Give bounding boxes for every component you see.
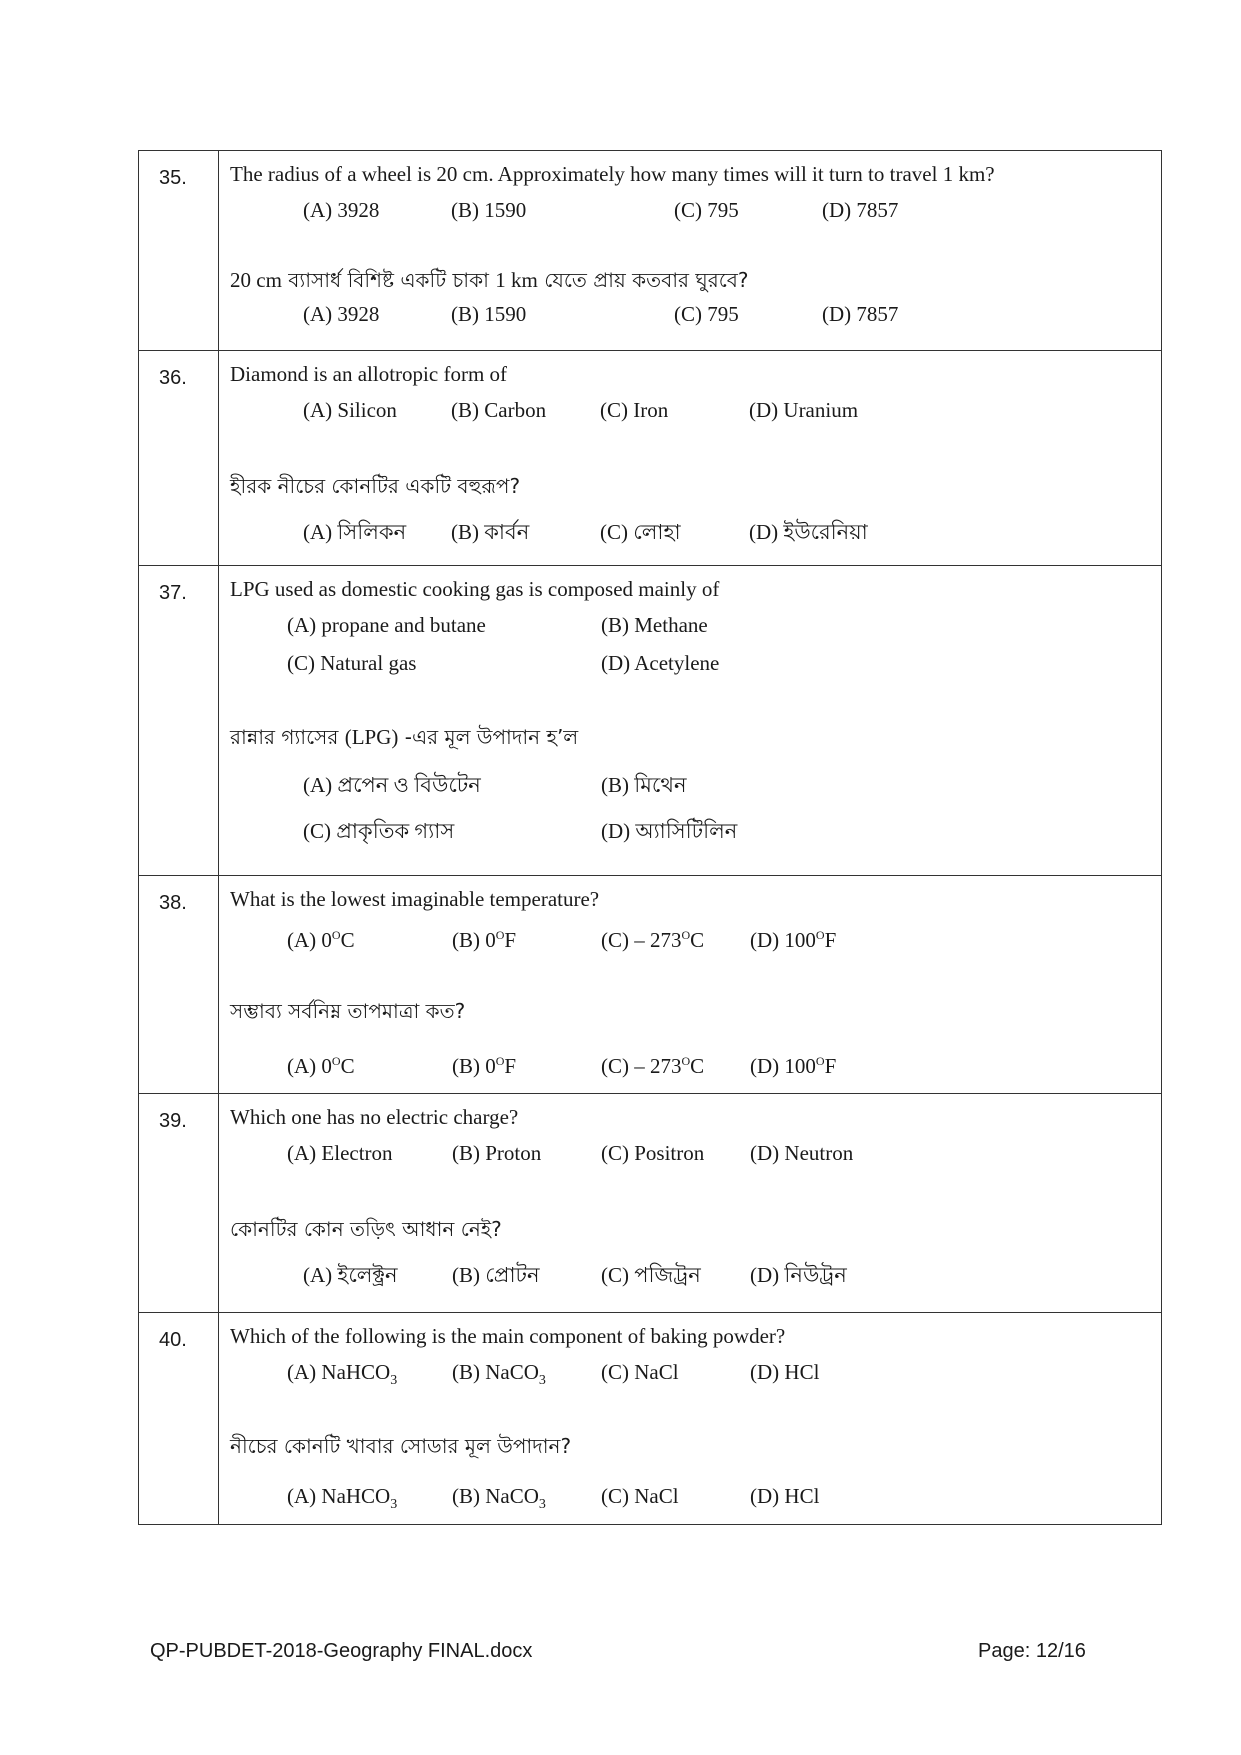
option-c: (C) NaCl: [601, 1484, 679, 1508]
option-a: (A) NaHCO$_3$: [287, 1484, 398, 1513]
question-number-cell: [139, 1094, 219, 1313]
question-body: [219, 151, 1162, 351]
question-row: [139, 351, 1162, 566]
question-number: 38.: [159, 892, 187, 914]
option-a: (A) Electron: [287, 1141, 393, 1165]
option-b: (B) Proton: [452, 1141, 542, 1165]
option-d: (D) HCl: [750, 1360, 820, 1384]
option-a: (A) $0^OC$: [287, 1054, 355, 1078]
option-d: (D) 7857: [822, 198, 899, 222]
question-number-cell: [139, 876, 219, 1094]
option-d: (D) $100^OF$: [750, 1054, 837, 1078]
option-a: (A) propane and butane: [287, 613, 486, 637]
options-en: [230, 1353, 1161, 1391]
question-row: [139, 1094, 1162, 1313]
option-c: (C) 795: [674, 198, 739, 222]
option-d: (D) HCl: [750, 1484, 820, 1508]
option-b: (B) মিথেন: [601, 773, 687, 797]
option-b: (B) কার্বন: [451, 520, 530, 544]
question-row: [139, 151, 1162, 351]
question-row: [139, 876, 1162, 1094]
option-b: (B) $0^OF$: [452, 1054, 517, 1078]
option-d: (D) অ্যাসিটিলিন: [601, 819, 738, 843]
question-number: 39.: [159, 1110, 187, 1132]
option-b: (B) Methane: [601, 613, 708, 637]
options-en: [230, 916, 1161, 954]
option-b: (B) 1590: [451, 302, 527, 326]
question-stem-bn: কোনটির কোন তড়িৎ আধান নেই?: [230, 1217, 502, 1241]
question-table: [138, 150, 1162, 1525]
option-c: $(C) - 273^OC$: [601, 1054, 705, 1078]
options-en-row1: [230, 606, 1161, 644]
question-stem-en: The radius of a wheel is 20 cm. Approximately how many times will it turn to travel 1 km?: [230, 162, 995, 186]
option-c: (C) প্রাকৃতিক গ্যাস: [303, 819, 455, 843]
question-number: 36.: [159, 367, 187, 389]
question-number: 35.: [159, 167, 187, 189]
option-b: (B) 1590: [451, 198, 527, 222]
option-d: (D) Neutron: [750, 1141, 854, 1165]
options-bn: [230, 513, 1161, 551]
options-en: [230, 391, 1161, 429]
option-c: (C) Natural gas: [287, 651, 417, 675]
question-body: [219, 876, 1162, 1094]
options-en: [230, 1134, 1161, 1172]
question-stem-en: Which of the following is the main component of baking powder?: [230, 1324, 786, 1348]
question-stem-en: Which one has no electric charge?: [230, 1105, 519, 1129]
option-a: (A) সিলিকন: [303, 520, 407, 544]
question-body: [219, 1313, 1162, 1525]
question-body: [219, 351, 1162, 566]
question-stem-bn: সম্ভাব্য সর্বনিম্ন তাপমাত্রা কত?: [230, 999, 466, 1023]
option-b: (B) NaCO$_3$: [452, 1484, 546, 1513]
question-number-cell: [139, 566, 219, 876]
question-number-cell: [139, 351, 219, 566]
option-a: (A) Silicon: [303, 398, 397, 422]
option-a: (A) NaHCO$_3$: [287, 1360, 398, 1389]
option-d: (D) নিউট্রন: [750, 1263, 847, 1287]
question-stem-bn: 20 cm ব্যাসার্ধ বিশিষ্ট একটি চাকা 1 km যেতে প্রায় কতবার ঘুরবে?: [230, 268, 749, 292]
options-bn-row2: [230, 808, 1161, 854]
question-number-cell: [139, 151, 219, 351]
question-row: [139, 1313, 1162, 1525]
question-stem-en: LPG used as domestic cooking gas is composed mainly of: [230, 577, 720, 601]
options-bn: [230, 1256, 1161, 1294]
option-a: (A) 3928: [303, 198, 380, 222]
option-c: $(C) - 273^OC$: [601, 928, 705, 952]
question-body: [219, 566, 1162, 876]
option-d: (D) 7857: [822, 302, 899, 326]
question-stem-bn: হীরক নীচের কোনটির একটি বহুরূপ?: [230, 474, 521, 498]
question-stem-en: What is the lowest imaginable temperature?: [230, 887, 600, 911]
option-c: (C) পজিট্রন: [601, 1263, 701, 1287]
question-stem-bn: রান্নার গ্যাসের (LPG) -এর মূল উপাদান হ’ল: [230, 725, 579, 749]
options-en: [230, 191, 1161, 229]
option-c: (C) Positron: [601, 1141, 705, 1165]
options-bn: [230, 1042, 1161, 1080]
option-c: (C) 795: [674, 302, 739, 326]
option-a: (A) প্রপেন ও বিউটেন: [303, 773, 481, 797]
option-c: (C) Iron: [600, 398, 669, 422]
option-b: (B) NaCO$_3$: [452, 1360, 546, 1389]
footer-filename: QP-PUBDET-2018-Geography FINAL.docx: [150, 1640, 533, 1662]
option-c: (C) NaCl: [601, 1360, 679, 1384]
options-bn: [230, 297, 1161, 331]
question-row: [139, 566, 1162, 876]
option-b: (B) $0^OF$: [452, 928, 517, 952]
option-d: (D) ইউরেনিয়া: [749, 520, 868, 544]
option-b: (B) Carbon: [451, 398, 547, 422]
option-d: (D) Acetylene: [601, 651, 720, 675]
option-d: (D) $100^OF$: [750, 928, 837, 952]
question-number: 40.: [159, 1329, 187, 1351]
footer-page-number: Page: 12/16: [978, 1640, 1086, 1662]
option-a: (A) 3928: [303, 302, 380, 326]
question-stem-en: Diamond is an allotropic form of: [230, 362, 508, 386]
option-a: (A) $0^OC$: [287, 928, 355, 952]
option-d: (D) Uranium: [749, 398, 859, 422]
question-number: 37.: [159, 582, 187, 604]
options-bn: [230, 1477, 1161, 1515]
option-a: (A) ইলেক্ট্রন: [303, 1263, 398, 1287]
option-c: (C) লোহা: [600, 520, 681, 544]
options-bn-row1: [230, 762, 1161, 808]
options-en-row2: [230, 644, 1161, 682]
option-b: (B) প্রোটন: [452, 1263, 540, 1287]
question-stem-bn: নীচের কোনটি খাবার সোডার মূল উপাদান?: [230, 1434, 572, 1458]
question-body: [219, 1094, 1162, 1313]
question-number-cell: [139, 1313, 219, 1525]
